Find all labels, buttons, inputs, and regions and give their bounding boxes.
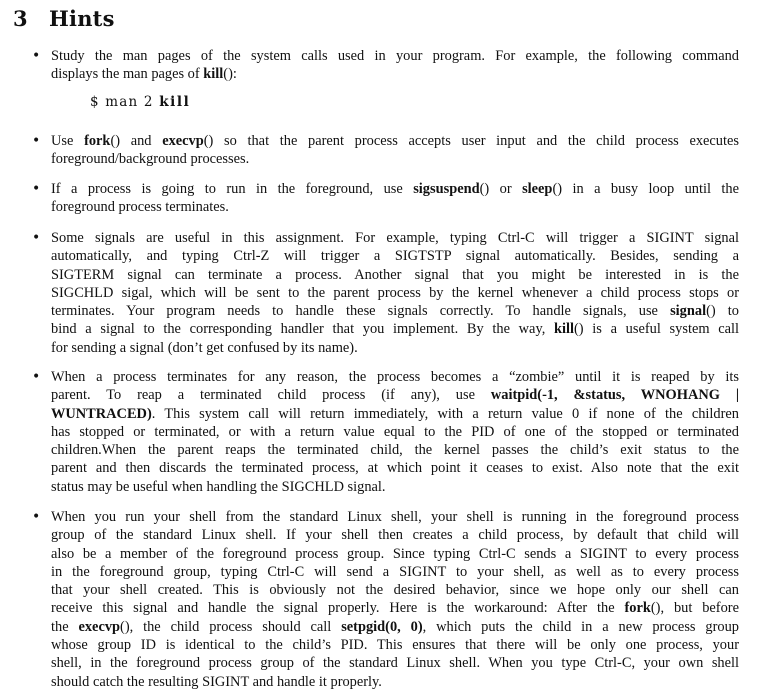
bullet-icon: •	[32, 369, 41, 385]
text-line: Use fork() and execvp() so that the parent process accepts user input and the child process executes	[51, 133, 739, 149]
text-line: shell, in the foreground process group of the standard Linux shell. When you type Ctrl-C, your own shell	[51, 655, 739, 672]
text-line: SIGCHLD sigal, which will be sent to the parent process by the kernel whenever a child process stops or	[51, 284, 739, 301]
text-line: bind a signal to the corresponding handler that you implement. By the way, kill() is a useful system call	[51, 321, 739, 338]
text-line: Study the man pages of the system calls used in your program. For example, the following command	[51, 48, 739, 64]
hint-item-man-pages	[32, 47, 739, 84]
text-line: If a process is going to run in the foreground, use sigsuspend() or sleep() in a busy loop until the	[51, 181, 739, 197]
text-line: terminates. Your program needs to handle these signals correctly. To handle signals, use signal() to	[51, 303, 739, 320]
text-line: in the foreground group, typing Ctrl-C will send a SIGINT to your shell, as well as to every process	[51, 563, 739, 580]
text-line: foreground process terminates.	[51, 199, 229, 216]
section-title: Hints	[49, 6, 115, 31]
section-number: 3	[13, 6, 28, 31]
hint-item-zombie	[32, 368, 739, 496]
text-line: automatically, and typing Ctrl-Z will trigger a SIGTSTP signal automatically. Besides, sending a	[51, 248, 739, 265]
text-line: parent. To reap a terminated child process (if any), use waitpid(-1, &status, WNOHANG |	[51, 387, 739, 404]
text-line: parent and then discards the terminated process, at which point it ceases to exist. Also note that the exit	[51, 460, 739, 477]
bullet-icon: •	[32, 133, 41, 149]
text-line: When a process terminates for any reason, the process becomes a “zombie” until it is reaped by its	[51, 369, 739, 385]
text-line: should catch the resulting SIGINT and handle it properly.	[51, 673, 382, 690]
text-line: has stopped or terminated, or with a return value equal to the PID of one of the stopped or terminated	[51, 423, 739, 440]
text-line: SIGTERM signal can terminate a process. Another signal that you might be interested in is the	[51, 266, 739, 283]
hint-item-signals	[32, 229, 739, 357]
text-line: Some signals are useful in this assignment. For example, typing Ctrl-C will trigger a SIGINT signal	[51, 230, 739, 246]
hint-item-fork-execvp	[32, 132, 739, 169]
text-line: that your shell created. This is obviously not the desired behavior, since we hope only our shell can	[51, 582, 739, 599]
text-line: whose group ID is identical to the child’s PID. This ensures that there will be only one process, your	[51, 637, 739, 654]
text-line: When you run your shell from the standard Linux shell, your shell is running in the foreground process	[51, 509, 739, 525]
bullet-icon: •	[32, 509, 41, 525]
bullet-icon: •	[32, 48, 41, 64]
hint-item-process-group	[32, 508, 739, 691]
text-line: the execvp(), the child process should call setpgid(0, 0), which puts the child in a new process group	[51, 618, 739, 635]
section-heading	[13, 6, 115, 31]
text-line: for sending a signal (don’t get confused by its name).	[51, 339, 358, 356]
text-line: also be a member of the foreground process group. Since typing Ctrl-C sends a SIGINT to every process	[51, 545, 739, 562]
bullet-icon: •	[32, 230, 41, 246]
text-line: WUNTRACED). This system call will return immediately, with a return value 0 if none of the children	[51, 405, 739, 422]
text-line: children.When the parent reaps the terminated child, the kernel passes the child’s exit status to the	[51, 442, 739, 459]
command-example: $ man 2 kill	[90, 94, 191, 110]
text-line: group of the standard Linux shell. If your shell then creates a child process, by default that child will	[51, 527, 739, 544]
bullet-icon: •	[32, 181, 41, 197]
hint-item-foreground	[32, 180, 739, 217]
text-line: displays the man pages of kill():	[51, 66, 237, 83]
text-line: foreground/background processes.	[51, 151, 250, 168]
text-line: receive this signal and handle the signal properly. Here is the workaround: After the fork(), but before	[51, 600, 739, 617]
text-line: status may be useful when handling the SIGCHLD signal.	[51, 478, 386, 495]
